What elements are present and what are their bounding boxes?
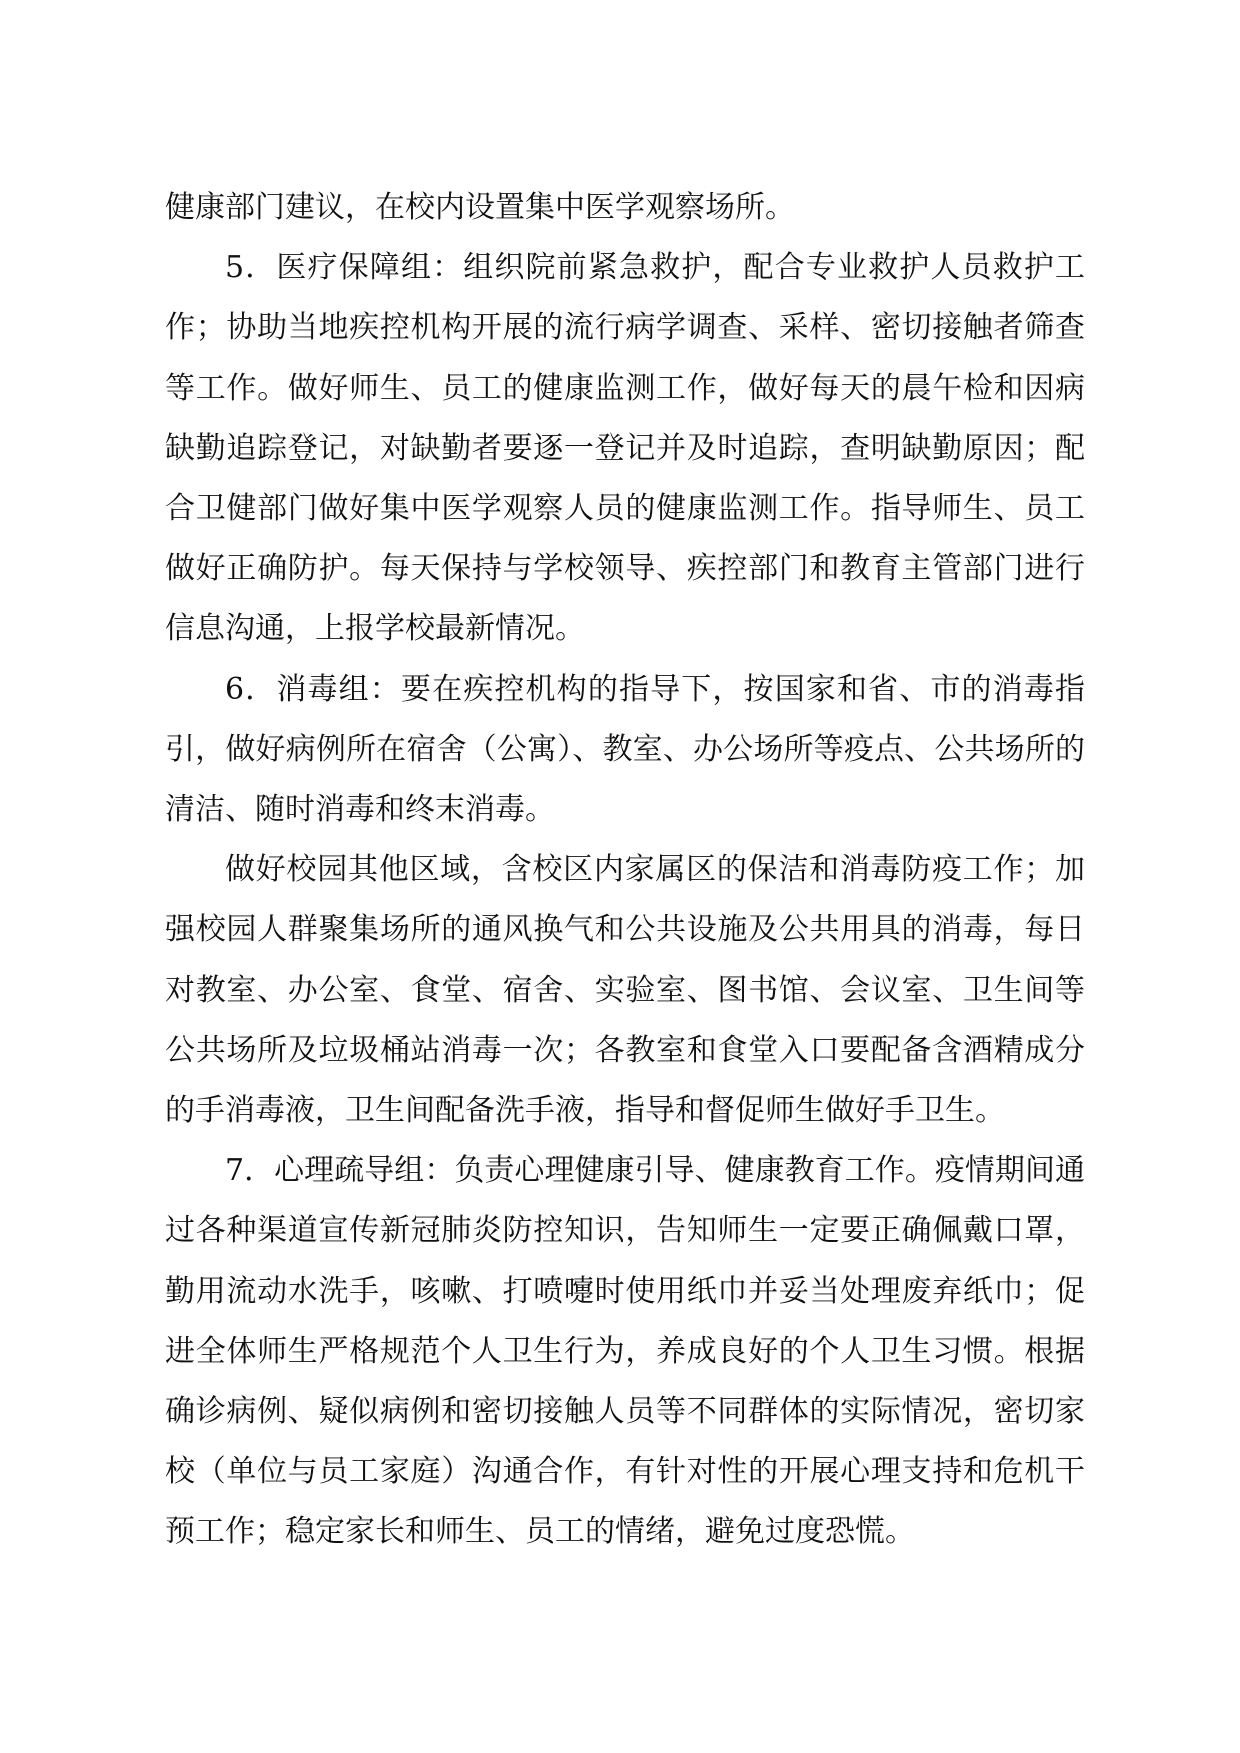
paragraph-medical-support-group: 5．医疗保障组：组织院前紧急救护，配合专业救护人员救护工作；协助当地疾控机构开展的流行病学调查、采样、密切接触者筛查等工作。做好师生、员工的健康监测工作，做好每天的晨午检和因病缺勤追踪登记，对缺勤者要逐一登记并及时追踪，查明缺勤原因；配合卫健部门做好集中医学观察人员的健康监测工作。指导师生、员工做好正确防护。每天保持与学校领导、疾控部门和教育主管部门进行信息沟通，上报学校最新情况。 <box>165 250 1085 647</box>
paragraph-disinfection-group: 6．消毒组：要在疾控机构的指导下，按国家和省、市的消毒指引，做好病例所在宿舍（公寓）、教室、办公场所等疫点、公共场所的清洁、随时消毒和终末消毒。 <box>165 671 1085 828</box>
paragraph-campus-disinfection: 做好校园其他区域，含校区内家属区的保洁和消毒防疫工作；加强校园人群聚集场所的通风换气和公共设施及公共用具的消毒，每日对教室、办公室、食堂、宿舍、实验室、图书馆、会议室、卫生间等公共场所及垃圾桶站消毒一次；各教室和食堂入口要配备含酒精成分的手消毒液，卫生间配备洗手液，指导和督促师生做好手卫生。 <box>165 852 1085 1129</box>
document-body <box>165 178 1085 1563</box>
paragraph-continuation: 健康部门建议，在校内设置集中医学观察场所。 <box>165 190 795 225</box>
paragraph-psychological-counseling-group: 7．心理疏导组：负责心理健康引导、健康教育工作。疫情期间通过各种渠道宣传新冠肺炎防控知识，告知师生一定要正确佩戴口罩，勤用流动水洗手，咳嗽、打喷嚏时使用纸巾并妥当处理废弃纸巾；促进全体师生严格规范个人卫生行为，养成良好的个人卫生习惯。根据确诊病例、疑似病例和密切接触人员等不同群体的实际情况，密切家校（单位与员工家庭）沟通合作，有针对性的开展心理支持和危机干预工作；稳定家长和师生、员工的情绪，避免过度恐慌。 <box>165 1153 1085 1550</box>
